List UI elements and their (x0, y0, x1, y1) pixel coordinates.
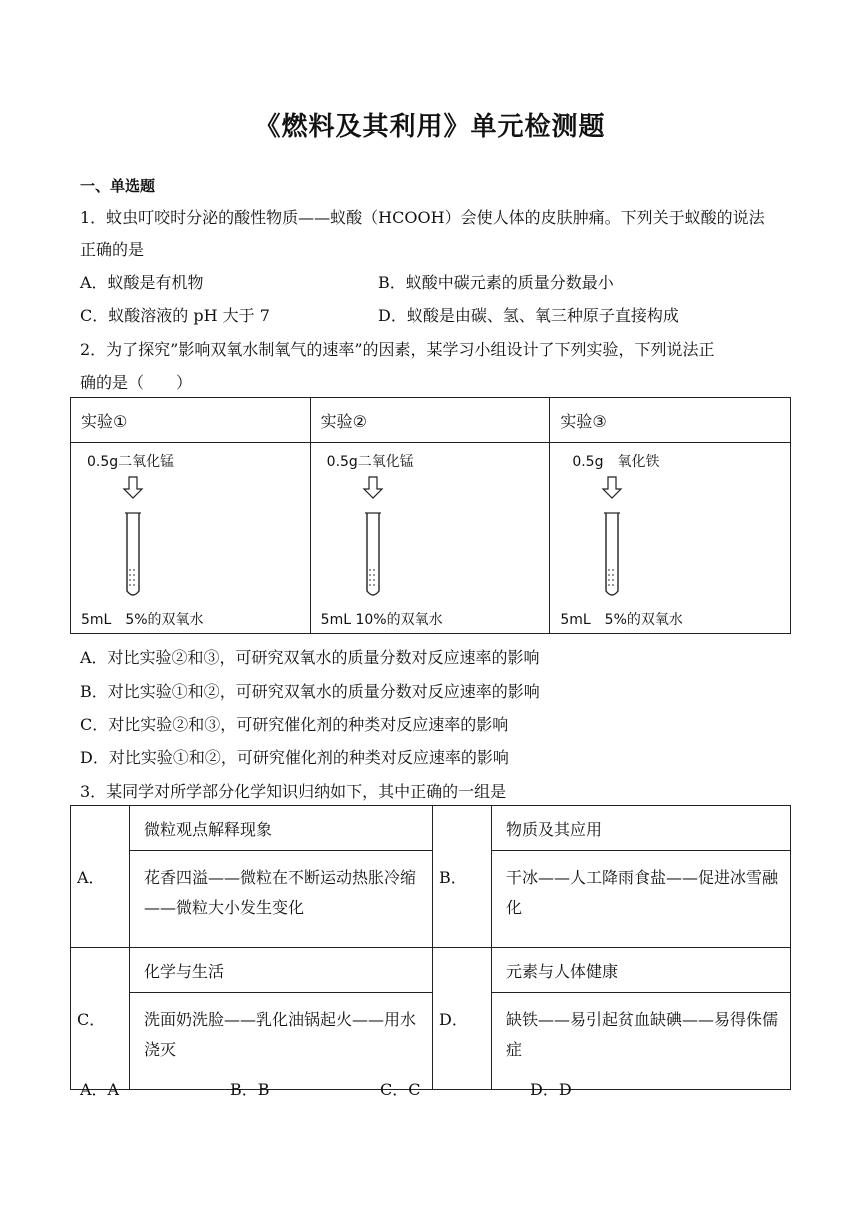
experiment-2-figure (310, 443, 550, 634)
q1-option-b: B．蚁酸中碳元素的质量分数最小 (378, 273, 614, 292)
cell-a-label: A． (71, 806, 130, 948)
experiment-2-reagent: 0.5g二氧化锰 (326, 454, 414, 470)
q2-option-b: B．对比实验①和②，可研究双氧水的质量分数对反应速率的影响 (80, 682, 540, 701)
q3-answer-b: B．B (230, 1080, 270, 1099)
cell-c-label: C． (71, 948, 130, 1090)
experiment-1-figure (71, 443, 311, 634)
test-tube-icon (357, 473, 393, 603)
experiment-3-solution: 5mL 5%的双氧水 (560, 612, 683, 628)
q2-stem-line2: 确的是（ ） (80, 373, 193, 392)
experiment-2-label: 实验② (310, 398, 550, 443)
cell-d-label: D． (433, 948, 492, 1090)
q1-option-a: A．蚁酸是有机物 (80, 273, 204, 292)
q2-option-d: D．对比实验①和②，可研究催化剂的种类对反应速率的影响 (80, 748, 509, 767)
q3-answer-c: C．C (380, 1080, 421, 1099)
test-tube-icon (596, 473, 632, 603)
experiment-1-label: 实验① (71, 398, 311, 443)
q3-answer-d: D．D (530, 1080, 572, 1099)
section-heading: 一、单选题 (80, 177, 156, 195)
q1-option-c: C．蚁酸溶液的 pH 大于 7 (80, 306, 270, 325)
experiment-1-solution: 5mL 5%的双氧水 (81, 612, 204, 628)
experiment-table (70, 397, 791, 634)
cell-a-body: 花香四溢——微粒在不断运动热胀冷缩——微粒大小发生变化 (130, 851, 433, 948)
experiment-3-figure (550, 443, 791, 634)
q1-stem-line2: 正确的是 (80, 240, 145, 259)
cell-c-head: 化学与生活 (130, 948, 433, 993)
cell-b-body: 干冰——人工降雨食盐——促进冰雪融化 (492, 851, 791, 948)
q3-stem: 3．某同学对所学部分化学知识归纳如下，其中正确的一组是 (80, 782, 507, 801)
q2-option-c: C．对比实验②和③，可研究催化剂的种类对反应速率的影响 (80, 715, 509, 734)
cell-d-body: 缺铁——易引起贫血缺碘——易得侏儒症 (492, 993, 791, 1090)
q2-option-a: A．对比实验②和③，可研究双氧水的质量分数对反应速率的影响 (80, 648, 540, 667)
experiment-2-solution: 5mL 10%的双氧水 (320, 612, 443, 628)
q1-option-d: D．蚁酸是由碳、氢、氧三种原子直接构成 (378, 306, 679, 325)
cell-c-body: 洗面奶洗脸——乳化油锅起火——用水浇灭 (130, 993, 433, 1090)
cell-b-head: 物质及其应用 (492, 806, 791, 851)
q1-stem-line1: 1．蚊虫叮咬时分泌的酸性物质——蚁酸（HCOOH）会使人体的皮肤肿痛。下列关于蚁酸的说法 (80, 208, 765, 227)
cell-d-head: 元素与人体健康 (492, 948, 791, 993)
cell-b-label: B． (433, 806, 492, 948)
experiment-3-reagent: 0.5g 氧化铁 (572, 454, 660, 470)
knowledge-table (70, 805, 791, 1090)
experiment-1-reagent: 0.5g二氧化锰 (87, 454, 175, 470)
q3-answer-a: A．A (80, 1080, 120, 1099)
test-tube-icon (117, 473, 153, 603)
experiment-3-label: 实验③ (550, 398, 791, 443)
document-title: 《燃料及其利用》单元检测题 (254, 112, 606, 142)
cell-a-head: 微粒观点解释现象 (130, 806, 433, 851)
q2-stem-line1: 2．为了探究”影响双氧水制氧气的速率”的因素，某学习小组设计了下列实验，下列说法正 (80, 340, 715, 359)
